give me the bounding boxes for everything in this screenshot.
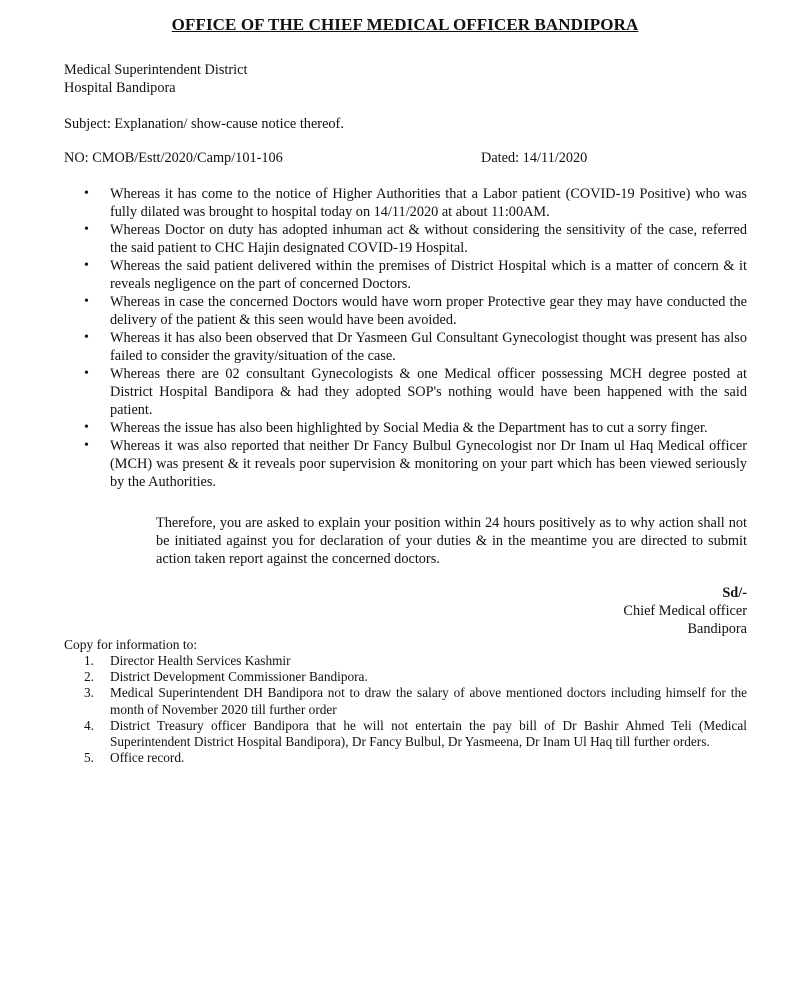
whereas-item: • Whereas it has also been observed that Dr Yasmeen Gul Consultant Gynecologist thought was present has also failed to consider the gravity/situation of the case. <box>84 329 747 365</box>
signature-designation: Chief Medical officer <box>623 603 747 619</box>
reference-date: Dated: 14/11/2020 <box>481 150 588 166</box>
copy-item-text: Director Health Services Kashmir <box>110 653 291 668</box>
copy-item <box>84 685 747 717</box>
whereas-item: • Whereas Doctor on duty has adopted inhuman act & without considering the sensitivity of the case, referred the said patient to CHC Hajin designated COVID-19 Hospital. <box>84 221 747 257</box>
copy-item <box>84 669 747 685</box>
whereas-item: • Whereas it has come to the notice of Higher Authorities that a Labor patient (COVID-19 Positive) who was fully dilated was brought to hospital today on 14/11/2020 at about 11:00AM. <box>84 185 747 221</box>
signature-sd: Sd/- <box>722 585 747 601</box>
copy-item-number: 5. <box>84 750 94 766</box>
signature-block <box>623 584 747 638</box>
copy-item-text: District Treasury officer Bandipora that he will not entertain the pay bill of Dr Bashir Ahmed Teli (Medical Superintendent District Hospital Bandipora), Dr Fancy Bulbul, Dr Yasmeena, Dr Inam Ul Haq till further orders. <box>110 717 747 750</box>
copy-item <box>84 750 747 766</box>
whereas-item: • Whereas in case the concerned Doctors would have worn proper Protective gear they may have conducted the delivery of the patient & this seen would have been avoided. <box>84 293 747 329</box>
therefore-paragraph: Therefore, you are asked to explain your position within 24 hours positively as to why action shall not be initiated against you for declaration of your duties & in the meantime you are directed to submit action taken report against the concerned doctors. <box>156 515 747 567</box>
copy-item-text: Medical Superintendent DH Bandipora not to draw the salary of above mentioned doctors including himself for the month of November 2020 till further order <box>110 685 747 717</box>
copy-item <box>84 653 747 669</box>
whereas-item: • Whereas the issue has also been highlighted by Social Media & the Department has to cut a sorry finger. <box>84 419 747 437</box>
whereas-item: • Whereas the said patient delivered within the premises of District Hospital which is a matter of concern & it reveals negligence on the part of concerned Doctors. <box>84 257 747 293</box>
whereas-list <box>84 185 747 491</box>
subject-line: Subject: Explanation/ show-cause notice thereof. <box>64 116 344 132</box>
copy-item-number: 1. <box>84 653 94 668</box>
whereas-item: • Whereas it was also reported that neither Dr Fancy Bulbul Gynecologist nor Dr Inam ul Haq Medical officer (MCH) was present & it reveals poor supervision & monitoring on your part which has been viewed seriously by the Authorities. <box>84 437 747 491</box>
copy-item-number: 4. <box>84 717 94 733</box>
addressee-line: Medical Superintendent District <box>64 62 248 78</box>
copy-item-number: 2. <box>84 669 94 685</box>
copy-item-text: District Development Commissioner Bandipora. <box>110 669 368 685</box>
copy-item <box>84 718 747 750</box>
addressee-line: Hospital Bandipora <box>64 80 176 96</box>
whereas-item: • Whereas there are 02 consultant Gynecologists & one Medical officer possessing MCH degree posted at District Hospital Bandipora & had they adopted SOP's nothing would have been happened with the said patient. <box>84 365 747 419</box>
reference-number: NO: CMOB/Estt/2020/Camp/101-106 <box>64 150 283 166</box>
copy-heading: Copy for information to: <box>64 637 198 652</box>
signature-place: Bandipora <box>687 621 747 637</box>
document-title: OFFICE OF THE CHIEF MEDICAL OFFICER BANDIPORA <box>171 15 639 34</box>
copy-list <box>84 653 747 766</box>
addressee-block <box>64 61 247 97</box>
copy-item-number: 3. <box>84 685 94 701</box>
copy-item-text: Office record. <box>110 750 185 766</box>
